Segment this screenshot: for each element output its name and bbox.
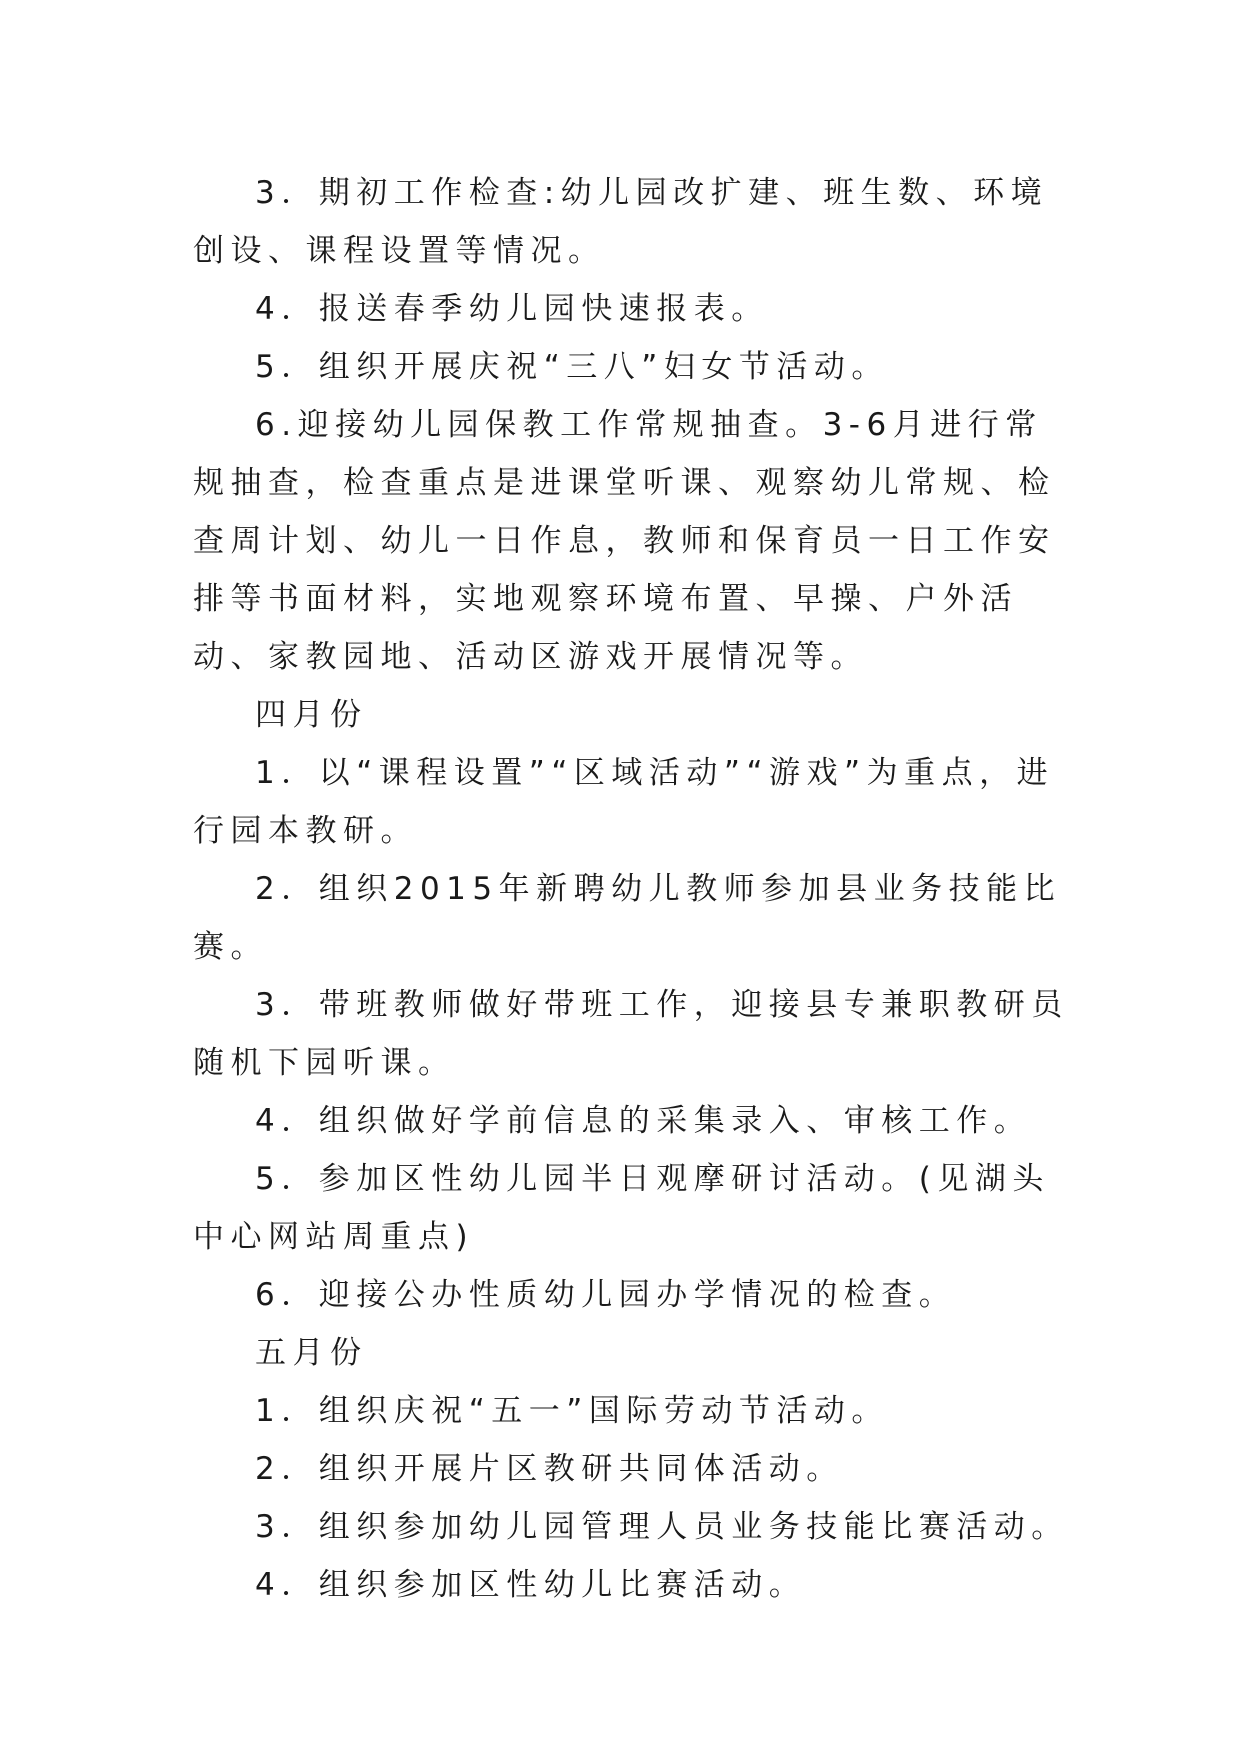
paragraph-may-item-4: 4．组织参加区性幼儿比赛活动。 [255,1567,807,1603]
section-heading-may: 五月份 [255,1335,368,1371]
paragraph-may-item-3: 3．组织参加幼儿园管理人员业务技能比赛活动。 [255,1509,1069,1545]
paragraph-item-3-inspection: 3．期初工作检查:幼儿园改扩建、班生数、环境创设、课程设置等情况。 [193,175,1049,269]
document-body [193,164,1073,1614]
paragraph-item-6-routine-check: 6.迎接幼儿园保教工作常规抽查。3-6月进行常规抽查，检查重点是进课堂听课、观察幼儿常规、检查周计划、幼儿一日作息，教师和保育员一日工作安排等书面材料，实地观察环境布置、早操、户外活动、家教园地、活动区游戏开展情况等。 [193,407,1056,675]
paragraph-april-item-1: 1．以“课程设置”“区域活动”“游戏”为重点，进行园本教研。 [193,755,1055,849]
paragraph-april-item-3: 3．带班教师做好带班工作，迎接县专兼职教研员随机下园听课。 [193,987,1069,1081]
paragraph-may-item-1: 1．组织庆祝“五一”国际劳动节活动。 [255,1393,889,1429]
paragraph-item-5-womens-day: 5．组织开展庆祝“三八”妇女节活动。 [255,349,889,385]
paragraph-april-item-5: 5．参加区性幼儿园半日观摩研讨活动。(见湖头中心网站周重点) [193,1161,1050,1255]
paragraph-april-item-2: 2．组织2015年新聘幼儿教师参加县业务技能比赛。 [193,871,1062,965]
paragraph-may-item-2: 2．组织开展片区教研共同体活动。 [255,1451,844,1487]
paragraph-item-4-report: 4．报送春季幼儿园快速报表。 [255,291,769,327]
section-heading-april: 四月份 [255,697,368,733]
paragraph-april-item-4: 4．组织做好学前信息的采集录入、审核工作。 [255,1103,1032,1139]
paragraph-april-item-6: 6．迎接公办性质幼儿园办学情况的检查。 [255,1277,957,1313]
